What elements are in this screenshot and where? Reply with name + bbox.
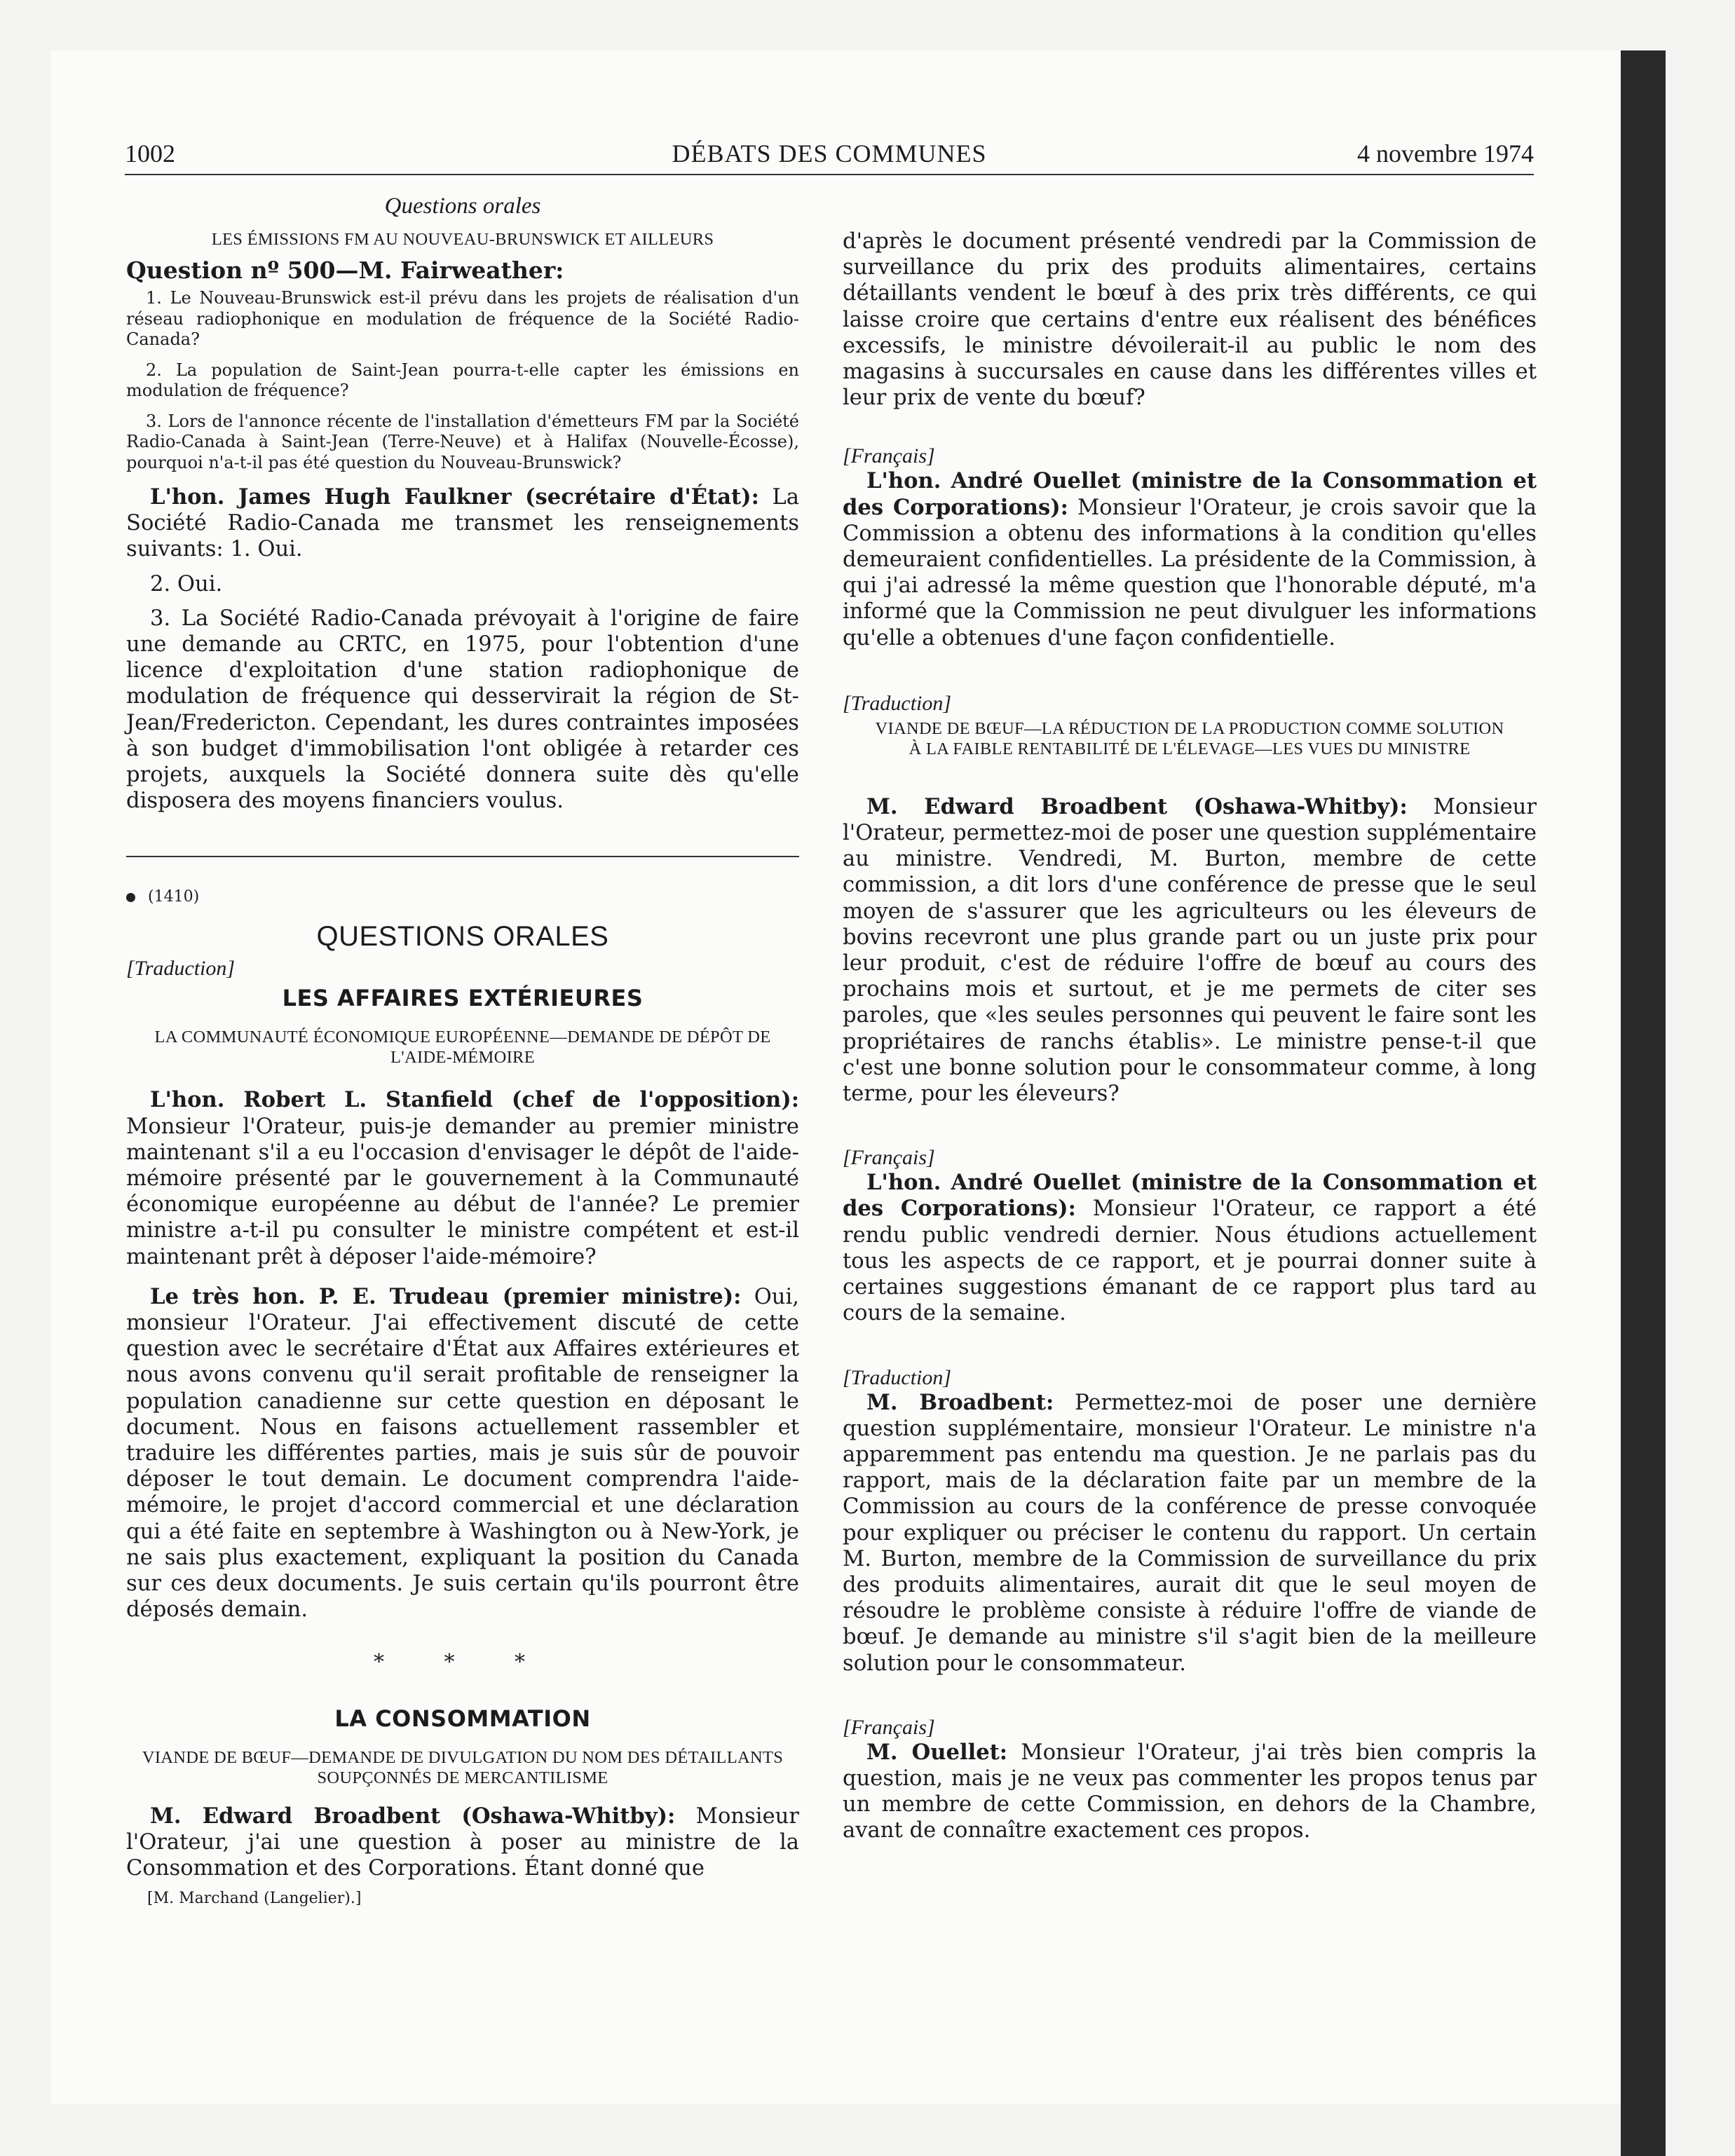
q500-title: LES ÉMISSIONS FM AU NOUVEAU-BRUNSWICK ET AILLEURS [211, 230, 714, 249]
ouellet-answer-2 [843, 1170, 1537, 1326]
speaker-ouellet: L'hon. André Ouellet (ministre de la Consommation et des Corporations): [843, 468, 1537, 520]
q500-heading [126, 257, 799, 284]
section-divider [126, 856, 799, 857]
tag-francais-1: [Français] [843, 444, 935, 468]
faulkner-answer-2: 2. Oui. [150, 571, 223, 596]
publication-title: DÉBATS DES COMMUNES [672, 139, 987, 168]
ouellet-answer-3-text: Monsieur l'Orateur, j'ai très bien compris la question, mais je ne veux pas commenter les propos tenus par un membre de cette Commission, en dehors de la Chambre, avant de connaître exactement ces propos. [843, 1740, 1537, 1843]
speaker-ouellet: L'hon. André Ouellet (ministre de la Consommation et des Corporations): [843, 1170, 1537, 1222]
subtitle-viande-divulgation: VIANDE DE BŒUF—DEMANDE DE DIVULGATION DU NOM DES DÉTAILLANTS SOUPÇONNÉS DE MERCANTILISME [142, 1747, 784, 1787]
speaker-broadbent: M. Edward Broadbent (Oshawa-Whitby): [866, 793, 1408, 819]
page-number: 1002 [125, 139, 175, 168]
subtitle-reduction-production: VIANDE DE BŒUF—LA RÉDUCTION DE LA PRODUCTION COMME SOLUTION À LA FAIBLE RENTABILITÉ DE L'ÉLEVAGE—LES VUES DU MINISTRE [875, 718, 1504, 758]
q500-item-3: 3. Lors de l'annonce récente de l'installation d'émetteurs FM par la Société Radio-Canada à Saint-Jean (Terre-Neuve) et à Halifax (Nouvelle-Écosse), pourquoi n'a-t-il pas été question du Nouveau-Brunswick? [126, 411, 799, 472]
stanfield-question-text: Monsieur l'Orateur, puis-je demander au premier ministre maintenant s'il a eu l'occasion d'envisager le dépôt de l'aide-mémoire présenté par le gouvernement à la Communauté économique européenne au début de l'année? Le premier ministre a-t-il pu consulter le ministre compétent et est-il maintenant prêt à déposer l'aide-mémoire? [126, 1114, 799, 1269]
broadbent-question-1-continued: d'après le document présenté vendredi par la Commission de surveillance du prix des produits alimentaires, certains détaillants vendent le bœuf à des prix très différents, ce qui laisse croire que certains d'entre eux réalisent des bénéfices excessifs, le ministre dévoilerait-il au public le nom des magasins à succursales en cause dans les différentes villes et leur prix de vente du bœuf? [843, 229, 1537, 411]
ouellet-answer-1 [843, 468, 1537, 650]
speaker-note-marchand: [M. Marchand (Langelier).] [147, 1890, 362, 1908]
ouellet-answer-1-text: Monsieur l'Orateur, je crois savoir que la Commission a obtenu des informations à la condition qu'elles demeuraient confidentielles. La présidente de la Commission, à qui j'ai adressé la même question que l'honorable député, m'a informé que la Commission ne peut divulguer les informations qu'elle a obtenues d'une façon confidentielle. [843, 495, 1537, 650]
section-consommation: LA CONSOMMATION [334, 1705, 591, 1732]
section-affaires-exterieures: LES AFFAIRES EXTÉRIEURES [282, 985, 644, 1012]
faulkner-answer-3: 3. La Société Radio-Canada prévoyait à l'origine de faire une demande au CRTC, en 1975, pour l'obtention d'une licence d'exploitation d'une station radiophonique de modulation de fréquence qui desservirait la région de St-Jean/Fredericton. Cependant, les dures contraintes imposées à son budget d'immobilisation l'ont obligée à retarder ces projets, auxquels la Société donnera suite dès qu'elle disposera des moyens financiers voulus. [126, 606, 799, 814]
right-column [843, 188, 1537, 1844]
speaker-broadbent: M. Broadbent: [866, 1389, 1054, 1415]
broadbent-question-2 [843, 794, 1537, 1107]
tag-francais-2: [Français] [843, 1146, 935, 1170]
faulkner-answer [126, 484, 799, 563]
bullet-dot-icon [126, 893, 135, 902]
page-header [125, 139, 1534, 175]
time-marker [126, 888, 799, 906]
speaker-stanfield: L'hon. Robert L. Stanfield (chef de l'opposition): [150, 1087, 799, 1113]
speaker-ouellet: M. Ouellet: [866, 1739, 1008, 1765]
broadbent-question-1-text: Monsieur l'Orateur, j'ai une question à poser au ministre de la Consommation et des Corporations. Étant donné que [126, 1803, 800, 1881]
broadbent-question-1 [126, 1803, 799, 1882]
page-date: 4 novembre 1974 [1357, 139, 1534, 168]
speaker-broadbent: M. Edward Broadbent (Oshawa-Whitby): [150, 1803, 676, 1829]
speaker-faulkner: L'hon. James Hugh Faulkner (secrétaire d'État): [150, 484, 759, 510]
time-marker-text: (1410) [148, 888, 200, 906]
broadbent-question-3-text: Permettez-moi de poser une dernière question supplémentaire, monsieur l'Orateur. Le ministre n'a apparemment pas entendu ma question. Je ne parlais pas du rapport, mais de la déclaration faite par un membre de la Commission au cours de la conférence de presse convoquée pour expliquer ou préciser le contenu du rapport. Un certain M. Burton, membre de la Commission de surveillance du prix des produits alimentaires, aurait dit que le seul moyen de résoudre le problème consiste à réduire l'offre de viande de bœuf. Je demande au ministre s'il s'agit bien de la meilleure solution pour le consommateur. [843, 1390, 1537, 1676]
tag-traduction: [Traduction] [126, 957, 236, 981]
tag-francais-3: [Français] [843, 1715, 935, 1739]
rubric-questions-orales: Questions orales [384, 193, 541, 219]
broadbent-question-3 [843, 1390, 1537, 1677]
q500-heading-text: Question nº 500—M. Fairweather: [126, 257, 564, 284]
ouellet-answer-3 [843, 1740, 1537, 1844]
q500-item-2: 2. La population de Saint-Jean pourra-t-elle capter les émissions en modulation de fréquence? [126, 360, 799, 400]
stanfield-question [126, 1087, 799, 1269]
q500-item-1: 1. Le Nouveau-Brunswick est-il prévu dans les projets de réalisation d'un réseau radiophonique en modulation de fréquence de la Société Radio-Canada? [126, 288, 799, 349]
left-column [126, 188, 799, 1907]
tag-traduction-2: [Traduction] [843, 1365, 952, 1389]
scan-edge-bar [1621, 50, 1666, 2156]
speaker-trudeau: Le très hon. P. E. Trudeau (premier ministre): [150, 1283, 742, 1309]
broadbent-question-2-text: Monsieur l'Orateur, permettez-moi de poser une question supplémentaire au ministre. Vendredi, M. Burton, membre de cette commission, a dit lors d'une conférence de presse que le seul moyen de s'assurer que les agriculteurs ou les éleveurs de bovins recevront une plus grande part ou un juste prix pour leur produit, c'est de réduire l'offre de bœuf au cours des prochains mois et surtout, et je me permets de citer ses paroles, que «les seules personnes qui peuvent le faire sont les propriétaires de ranchs établis». Le ministre pense-t-il que c'est une bonne solution pour le consommateur comme, à long terme, pour les éleveurs? [843, 794, 1537, 1107]
tag-traduction-1: [Traduction] [843, 691, 952, 715]
trudeau-answer-text: Oui, monsieur l'Orateur. J'ai effectivement discuté de cette question avec le secrétaire d'État aux Affaires extérieures et nous avons convenu qu'il serait profitable de renseigner la population canadienne sur cette question en déposant le document. Nous en faisons actuellement rassembler et traduire les différentes parties, mais je suis sûr de pouvoir déposer le tout demain. Le document comprendra l'aide-mémoire, le projet d'accord commercial et une déclaration qui a été faite en septembre à Washington ou à New-York, je ne sais plus exactement, expliquant la position du Canada sur ces deux documents. Je suis certain qu'ils pourront être déposés demain. [126, 1284, 799, 1623]
section-separator-stars: * * * [373, 1649, 552, 1674]
main-title-questions-orales: QUESTIONS ORALES [316, 921, 609, 953]
subtitle-cee: LA COMMUNAUTÉ ÉCONOMIQUE EUROPÉENNE—DEMANDE DE DÉPÔT DE L'AIDE-MÉMOIRE [154, 1028, 771, 1067]
faulkner-answer-text: La Société Radio-Canada me transmet les renseignements suivants: 1. Oui. [126, 485, 800, 562]
ouellet-answer-2-text: Monsieur l'Orateur, ce rapport a été rendu public vendredi dernier. Nous étudions actuellement tous les aspects de ce rapport, et je pourrai donner suite à certaines suggestions émanant de ce rapport plus tard au cours de la semaine. [843, 1196, 1537, 1326]
trudeau-answer [126, 1284, 799, 1623]
